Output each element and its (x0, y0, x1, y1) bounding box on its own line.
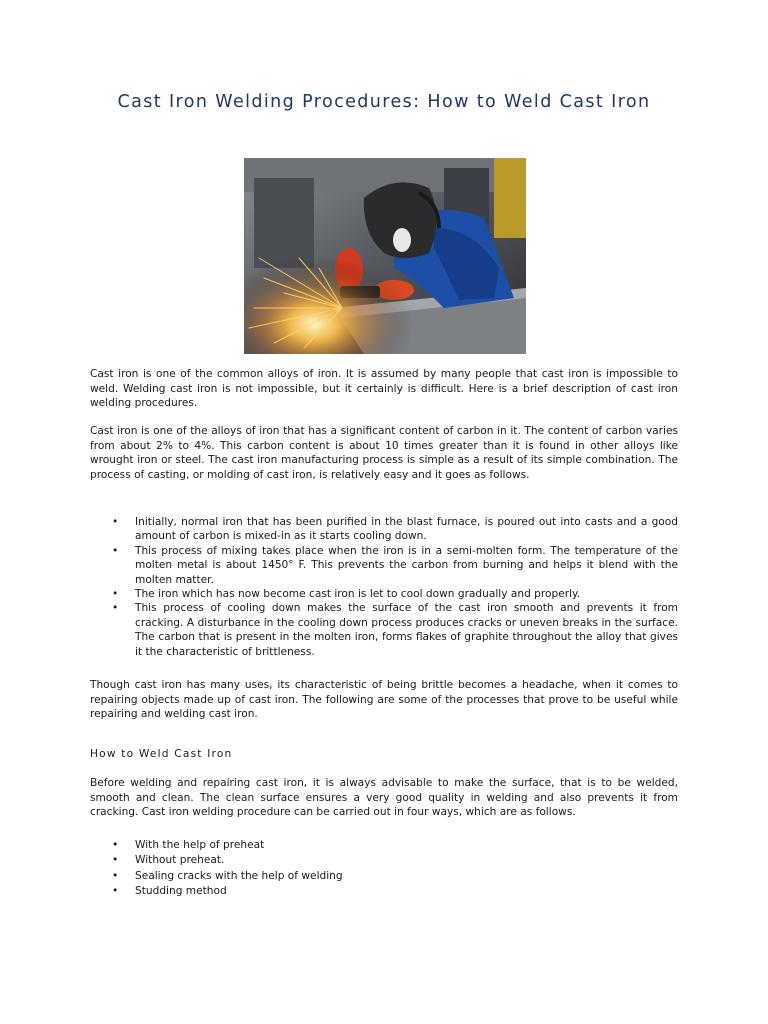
page-title: Cast Iron Welding Procedures: How to Weld Cast Iron (117, 92, 651, 112)
brittleness-paragraph: Though cast iron has many uses, its characteristic of being brittle becomes a headache, when it comes to repairing objects made up of cast iron. The following are some of the processes that prove to be useful while repairing and welding cast iron. (90, 679, 678, 721)
list-item: • This process of cooling down makes the surface of the cast iron smooth and prevents it from cracking. A disturbance in the cooling down process produces cracks or uneven breaks in the surface. The carbon that is present in the molten iron, forms flakes of graphite throughout the alloy that gives it the characteristic of brittleness. (112, 602, 678, 658)
list-item: • Sealing cracks with the help of welding (90, 869, 678, 884)
bullet-icon: • (112, 839, 119, 851)
bullet-icon: • (112, 854, 119, 867)
welder-photo-illustration (244, 158, 526, 354)
manufacturing-steps-list (90, 515, 678, 659)
surface-prep-paragraph: Before welding and repairing cast iron, it is always advisable to make the surface, that is to be welded, smooth and clean. The clean surface ensures a very good quality in welding and also prevents it from cracking. Cast iron welding procedure can be carried out in four ways, which are as follows. (90, 777, 678, 819)
welding-methods-list (90, 838, 678, 900)
bullet-icon: • (112, 544, 119, 557)
welder-grinding-photo (244, 158, 526, 354)
cast-iron-composition-paragraph: Cast iron is one of the alloys of iron that has a significant content of carbon in it. The content of carbon varies from about 2% to 4%. This carbon content is about 10 times greater than it is found in other alloys like wrought iron or steel. The cast iron manufacturing process is simple as a result of its simple combination. The process of casting, or molding of cast iron, is relatively easy and it goes as follows. (90, 425, 678, 481)
list-item: • With the help of preheat (90, 838, 678, 853)
bullet-icon: • (112, 602, 119, 615)
bullet-icon: • (112, 885, 119, 898)
bullet-icon: • (112, 516, 119, 528)
intro-paragraph: Cast iron is one of the common alloys of iron. It is assumed by many people that cast iron is impossible to weld. Welding cast iron is not impossible, but it certainly is difficult. Here is a brief description of cast iron welding procedures. (90, 368, 678, 410)
list-item: • This process of mixing takes place when the iron is in a semi-molten form. The temperature of the molten metal is about 1450° F. This prevents the carbon from burning and helps it blend with the molten matter. (112, 544, 678, 586)
list-item: • Studding method (90, 884, 678, 899)
list-item: • Without preheat. (90, 853, 678, 868)
bullet-icon: • (112, 588, 119, 601)
list-item: • Initially, normal iron that has been purified in the blast furnace, is poured out into casts and a good amount of carbon is mixed-in as it starts cooling down. (112, 516, 678, 543)
bullet-icon: • (112, 869, 119, 882)
section-heading: How to Weld Cast Iron (90, 748, 233, 760)
list-item: • The iron which has now become cast iron is let to cool down gradually and properly. (112, 588, 581, 601)
